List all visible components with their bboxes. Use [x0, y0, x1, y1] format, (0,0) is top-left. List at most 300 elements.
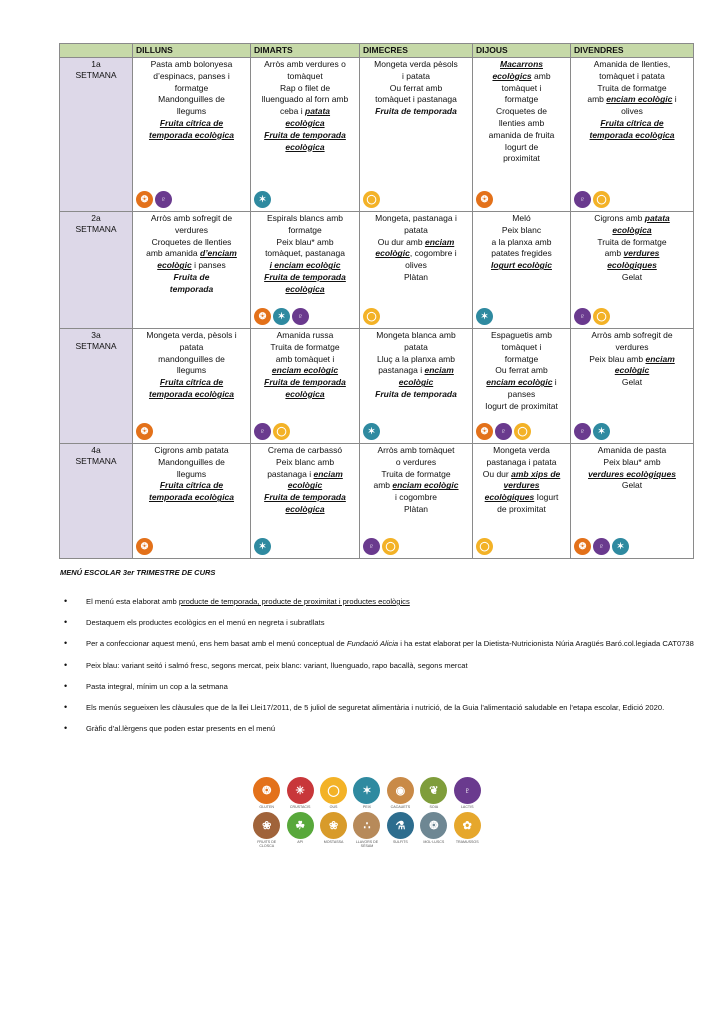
note-text: Destaquem els productes ecològics en el menú en negreta i subratllats — [86, 618, 325, 628]
nut-icon: ❀ — [253, 812, 280, 839]
meal-cell — [571, 212, 694, 329]
menu-text: tomàquet i — [501, 341, 542, 352]
meal-line — [135, 445, 248, 457]
menu-text: amb — [373, 480, 393, 491]
menu-text: patata — [644, 213, 670, 223]
meal-cell — [133, 212, 251, 329]
meal-line — [253, 225, 357, 237]
meal-line — [135, 330, 248, 342]
menu-text: pastanaga i — [267, 468, 314, 479]
menu-text: ecològica — [285, 503, 325, 514]
menu-text: Truita de formatge — [597, 82, 667, 93]
meal-cell — [251, 58, 360, 212]
meal-line — [362, 83, 470, 95]
menu-text: ecològica — [285, 283, 325, 294]
milk-icon: ♇ — [495, 423, 512, 440]
gluten-icon: ❂ — [476, 191, 493, 208]
meal-line — [362, 365, 470, 377]
menu-text: temporada — [169, 283, 214, 294]
menu-text: Iogurt ecològic — [491, 260, 552, 271]
meal-line — [253, 330, 357, 342]
meal-line — [362, 480, 470, 492]
menu-text: tomàquet, pastanaga — [265, 248, 345, 259]
meal-line — [362, 469, 470, 481]
menu-text: patata — [179, 341, 204, 352]
menu-text: , cogombre i — [409, 248, 457, 259]
meal-line — [362, 445, 470, 457]
meal-line — [253, 59, 357, 71]
menu-text: Ou ferrat amb — [389, 82, 443, 93]
menu-text: enciam ecològic — [392, 480, 459, 491]
legend-label: LLAVORS DE SÈSAM — [355, 840, 379, 849]
menu-text: Peix blau* amb — [276, 236, 334, 247]
menu-text: enciam — [645, 353, 675, 364]
allergen-icons — [574, 191, 610, 208]
legend-row — [252, 777, 482, 809]
menu-text: enciam ecològic — [271, 365, 339, 376]
menu-text: Fruita cítrica de — [600, 117, 664, 128]
menu-text: mandonguilles de — [158, 353, 225, 364]
allergen-icons — [136, 423, 153, 440]
menu-text: temporada ecològica — [589, 129, 675, 140]
sulphite-icon: ⚗ — [387, 812, 414, 839]
menu-text: i patata — [402, 70, 430, 81]
menu-text: Truita de formatge — [381, 468, 451, 479]
menu-text: ecològic — [157, 260, 192, 271]
meal-line — [362, 377, 470, 389]
meal-line — [135, 272, 248, 284]
meal-cell — [571, 58, 694, 212]
menu-text: de proximitat — [497, 503, 546, 514]
legend-label: TRAMUSSOS — [455, 840, 479, 845]
week-label-line: SETMANA — [75, 224, 117, 234]
milk-icon: ♇ — [593, 538, 610, 555]
day-header: DIJOUS — [473, 44, 571, 58]
menu-text: llegums — [176, 468, 207, 479]
meal-line — [135, 94, 248, 106]
menu-text: patata — [305, 106, 331, 117]
meal-cell — [251, 444, 360, 559]
allergen-icons — [254, 308, 309, 325]
menu-text: Mandonguilles de — [158, 456, 225, 467]
menu-text: ecològic — [287, 480, 323, 491]
meal-line — [573, 118, 691, 130]
allergen-icons — [363, 191, 380, 208]
peanut-icon: ◉ — [387, 777, 414, 804]
menu-text: verdures — [623, 248, 660, 259]
fish-icon: ✶ — [593, 423, 610, 440]
meal-cell — [473, 444, 571, 559]
menu-text: temporada ecològica — [148, 492, 235, 503]
meal-line — [475, 401, 568, 413]
legend-label: CRUSTACIS — [289, 805, 311, 809]
meal-line — [362, 213, 470, 225]
menu-text: amb — [531, 70, 551, 81]
soy-icon: ❦ — [420, 777, 447, 804]
menu-text: amb amanida — [146, 248, 200, 259]
meal-line — [475, 457, 568, 469]
legend-item — [319, 777, 348, 809]
menu-text: enciam ecològic — [606, 94, 673, 105]
lupin-icon: ✿ — [454, 812, 481, 839]
menu-text: ecològic — [614, 365, 650, 376]
milk-icon: ♇ — [454, 777, 481, 804]
meal-line — [253, 389, 357, 401]
legend-row — [252, 812, 482, 848]
menu-text: Cigrons amb patata — [154, 445, 229, 455]
menu-text: Mongeta verda pèsols — [374, 59, 458, 69]
menu-text: temporada ecològica — [148, 129, 235, 140]
meal-line — [573, 342, 691, 354]
meal-line — [475, 83, 568, 95]
legend-item — [419, 812, 448, 848]
meal-line — [253, 142, 357, 154]
legend-label: SOIA — [429, 805, 439, 809]
menu-text: tomàquet i patata — [599, 70, 665, 81]
meal-line — [475, 377, 568, 389]
fish-icon: ✶ — [363, 423, 380, 440]
menu-text: Meló — [512, 213, 531, 223]
meal-line — [573, 330, 691, 342]
milk-icon: ♇ — [574, 423, 591, 440]
meal-cell — [360, 329, 473, 444]
fish-icon: ✶ — [353, 777, 380, 804]
menu-text: ecològiques — [607, 260, 657, 271]
menu-text: a la planxa amb — [491, 236, 552, 247]
menu-text: Peix blau* amb — [603, 456, 661, 467]
meal-line — [573, 83, 691, 95]
menu-text: Fruita de temporada — [264, 129, 346, 140]
legend-label: LACTIS — [460, 805, 474, 809]
legend-label: API — [297, 840, 304, 845]
meal-line — [362, 492, 470, 504]
meal-line — [573, 248, 691, 260]
mollusc-icon: ❂ — [420, 812, 447, 839]
menu-text: Peix blanc — [501, 224, 542, 235]
egg-icon: ◯ — [514, 423, 531, 440]
menu-text: ecològic — [375, 248, 410, 259]
menu-text: olives — [405, 260, 427, 271]
menu-text: Ou dur — [482, 468, 512, 479]
week-label-line: 3a — [91, 330, 101, 340]
meal-line — [475, 330, 568, 342]
egg-icon: ◯ — [320, 777, 347, 804]
meal-line — [475, 213, 568, 225]
meal-line — [475, 237, 568, 249]
day-header: DIMARTS — [251, 44, 360, 58]
meal-line — [362, 354, 470, 366]
meal-line — [135, 469, 248, 481]
note-text: Per a confeccionar aquest menú, ens hem basat amb el menú conceptual de — [86, 639, 347, 649]
milk-icon: ♇ — [574, 308, 591, 325]
week-label-line: SETMANA — [75, 70, 117, 80]
menu-text: Iogurt — [534, 492, 559, 503]
meal-line — [135, 213, 248, 225]
day-header: DIVENDRES — [571, 44, 694, 58]
meal-line — [362, 248, 470, 260]
meal-line — [135, 106, 248, 118]
meal-cell — [473, 329, 571, 444]
menu-text: formatge — [504, 94, 539, 105]
allergen-icons — [363, 423, 380, 440]
meal-line — [475, 248, 568, 260]
meal-line — [135, 260, 248, 272]
menu-text: Mongeta, pastanaga i — [375, 213, 457, 223]
menu-text: amb — [587, 94, 607, 105]
meal-line — [573, 59, 691, 71]
meal-line — [253, 492, 357, 504]
meal-cell — [360, 58, 473, 212]
menu-text: Croquetes de — [495, 106, 548, 117]
gluten-icon: ❂ — [254, 308, 271, 325]
meal-line — [253, 248, 357, 260]
meal-line — [573, 213, 691, 225]
menu-text: Arròs amb verdures o — [264, 59, 346, 69]
menu-text: Rap o filet de — [279, 82, 331, 93]
meal-line — [253, 213, 357, 225]
meal-cell — [133, 444, 251, 559]
meal-line — [135, 237, 248, 249]
menu-text: patates fregides — [491, 248, 552, 259]
menu-text: Gelat — [621, 271, 643, 282]
menu-text: Amanida russa — [276, 330, 334, 340]
menu-text: Macarrons — [500, 59, 543, 69]
meal-line — [135, 365, 248, 377]
note-text: Peix blau: variant seitó i salmó fresc, segons mercat, peix blanc: variant, lluenguado, rapo bacallà, segons mercat — [86, 660, 468, 670]
week-label-line: SETMANA — [75, 456, 117, 466]
meal-line — [362, 330, 470, 342]
menu-text: Truita de formatge — [597, 236, 667, 247]
legend-item — [352, 812, 381, 848]
meal-line — [475, 445, 568, 457]
meal-line — [253, 260, 357, 272]
menu-text: verdures — [174, 224, 209, 235]
meal-line — [135, 130, 248, 142]
note-text: El menú esta elaborat amb — [86, 597, 179, 606]
meal-line — [573, 377, 691, 389]
menu-text: i enciam ecològic — [269, 260, 341, 271]
milk-icon: ♇ — [363, 538, 380, 555]
meal-line — [475, 71, 568, 83]
meal-line — [135, 492, 248, 504]
week-row — [60, 329, 694, 444]
fish-icon: ✶ — [254, 191, 271, 208]
meal-line — [362, 260, 470, 272]
sesame-icon: ∴ — [353, 812, 380, 839]
menu-text: Amanida de pasta — [597, 445, 667, 455]
menu-text: Peix blau amb — [589, 353, 646, 364]
milk-icon: ♇ — [155, 191, 172, 208]
menu-text: o verdures — [395, 456, 437, 467]
meal-line — [253, 94, 357, 106]
egg-icon: ◯ — [273, 423, 290, 440]
menu-text: i panses — [191, 260, 226, 271]
week-label — [60, 212, 133, 329]
milk-icon: ♇ — [574, 191, 591, 208]
menu-text: Mandonguilles de — [158, 94, 225, 105]
allergen-icons — [476, 423, 531, 440]
meal-line — [135, 389, 248, 401]
note-text: producte de temporada, producte de proximitat i productes ecològics — [178, 597, 410, 606]
meal-line — [573, 480, 691, 492]
menu-text: llegums — [176, 365, 207, 376]
menu-text: temporada ecològica — [148, 388, 235, 399]
milk-icon: ♇ — [292, 308, 309, 325]
menu-text: d’espinacs, panses i — [153, 70, 230, 81]
menu-text: Ou dur amb — [377, 236, 425, 247]
menu-text: patata — [404, 341, 428, 352]
menu-text: Mongeta blanca amb — [376, 330, 456, 340]
meal-line — [475, 59, 568, 71]
header-corner — [60, 44, 133, 58]
menu-text: Mongeta verda, pèsols i — [146, 330, 237, 340]
allergen-icons — [136, 538, 153, 555]
menu-text: Fruita cítrica de — [159, 480, 224, 491]
meal-line — [573, 260, 691, 272]
meal-line — [135, 59, 248, 71]
meal-line — [253, 106, 357, 118]
milk-icon: ♇ — [254, 423, 271, 440]
weekly-menu-table — [59, 43, 694, 559]
menu-text: ecològica — [285, 117, 325, 128]
fish-icon: ✶ — [254, 538, 271, 555]
note-text: i ha estat elaborat per la Dietista-Nutricionista Núria Aragüés Baró.col.legiada CAT0738 — [398, 639, 694, 649]
meal-line — [362, 94, 470, 106]
meal-line — [475, 469, 568, 481]
week-label — [60, 58, 133, 212]
meal-line — [475, 142, 568, 154]
menu-text: Gelat — [621, 377, 643, 388]
menu-text: i cogombre — [394, 492, 438, 503]
meal-line — [475, 118, 568, 130]
menu-text: verdures — [503, 480, 540, 491]
meal-line — [135, 248, 248, 260]
meal-line — [573, 469, 691, 481]
menu-text: Peix blanc amb — [275, 456, 335, 467]
meal-line — [253, 377, 357, 389]
legend-label: MOSTASSA — [323, 840, 344, 845]
note-text: Pasta integral, mínim un cop a la setmana — [86, 681, 228, 691]
menu-text: Croquetes de llenties — [151, 236, 232, 247]
menu-text: Pasta amb bolonyesa — [150, 59, 233, 69]
meal-line — [135, 118, 248, 130]
menu-text: Ou ferrat amb — [495, 365, 548, 376]
meal-line — [475, 94, 568, 106]
week-label-line: 1a — [91, 59, 101, 69]
meal-line — [573, 445, 691, 457]
legend-item — [285, 777, 314, 809]
allergen-icons — [574, 308, 610, 325]
menu-text: Iogurt de proximitat — [485, 400, 558, 411]
crab-icon: ✳ — [287, 777, 314, 804]
legend-label: CACAUETS — [390, 805, 411, 809]
week-row — [60, 58, 694, 212]
legend-item — [386, 812, 415, 848]
meal-line — [475, 106, 568, 118]
meal-cell — [571, 329, 694, 444]
meal-line — [135, 480, 248, 492]
meal-cell — [473, 58, 571, 212]
legend-label: PEIX — [362, 805, 372, 809]
meal-line — [573, 457, 691, 469]
meal-line — [362, 225, 470, 237]
menu-text: ecològic — [398, 377, 434, 388]
legend-item — [419, 777, 448, 809]
meal-line — [135, 354, 248, 366]
menu-text: Fruita de temporada — [375, 106, 457, 117]
legend-label: MOL·LUSCS — [423, 840, 445, 845]
menu-text: ecològica — [285, 141, 325, 152]
wheat-icon: ❂ — [253, 777, 280, 804]
legend-item — [453, 777, 482, 809]
meal-line — [573, 365, 691, 377]
week-row — [60, 444, 694, 559]
meal-line — [475, 504, 568, 516]
menu-text: d’enciam — [200, 248, 237, 259]
egg-icon: ◯ — [476, 538, 493, 555]
legend-label: FRUITS DE CLOSCA — [257, 840, 277, 849]
menu-text: Plàtan — [403, 271, 429, 282]
gluten-icon: ❂ — [476, 423, 493, 440]
meal-cell — [133, 329, 251, 444]
menu-text: ecològica — [285, 388, 325, 399]
meal-line — [573, 106, 691, 118]
meal-line — [253, 365, 357, 377]
legend-item — [352, 777, 381, 809]
allergen-icons — [574, 423, 610, 440]
notes-list — [62, 596, 702, 744]
gluten-icon: ❂ — [136, 191, 153, 208]
meal-line — [573, 272, 691, 284]
legend-item — [319, 812, 348, 848]
allergen-icons — [254, 191, 271, 208]
menu-text: Mongeta verda — [493, 445, 550, 455]
note-text: Gràfic d’al.lèrgens que poden estar presents en el menú — [86, 724, 276, 734]
menu-text: Fruita de temporada — [264, 377, 346, 388]
meal-cell — [571, 444, 694, 559]
meal-line — [253, 71, 357, 83]
menu-text: formatge — [504, 353, 539, 364]
menu-text: Fruita cítrica de — [159, 377, 224, 388]
fish-icon: ✶ — [273, 308, 290, 325]
meal-line — [253, 237, 357, 249]
meal-line — [135, 342, 248, 354]
meal-line — [475, 365, 568, 377]
meal-line — [475, 354, 568, 366]
note-item — [62, 596, 702, 607]
menu-text: Fruita de temporada — [375, 388, 457, 399]
note-item — [62, 617, 702, 628]
menu-text: formatge — [288, 224, 322, 235]
meal-cell — [251, 329, 360, 444]
meal-line — [135, 377, 248, 389]
menu-text: amanida de fruita — [488, 129, 555, 140]
menu-text: proximitat — [503, 153, 540, 164]
note-item — [62, 723, 702, 734]
egg-icon: ◯ — [363, 191, 380, 208]
meal-line — [573, 130, 691, 142]
menu-text: verdures — [615, 341, 649, 352]
allergen-legend — [252, 777, 482, 852]
meal-line — [135, 457, 248, 469]
gluten-icon: ❂ — [136, 423, 153, 440]
menu-text: panses — [507, 388, 536, 399]
allergen-icons — [254, 538, 271, 555]
week-label — [60, 329, 133, 444]
note-text: Fundació Alicia — [346, 639, 399, 649]
meal-line — [362, 272, 470, 284]
legend-label: GLUTEN — [259, 805, 274, 809]
